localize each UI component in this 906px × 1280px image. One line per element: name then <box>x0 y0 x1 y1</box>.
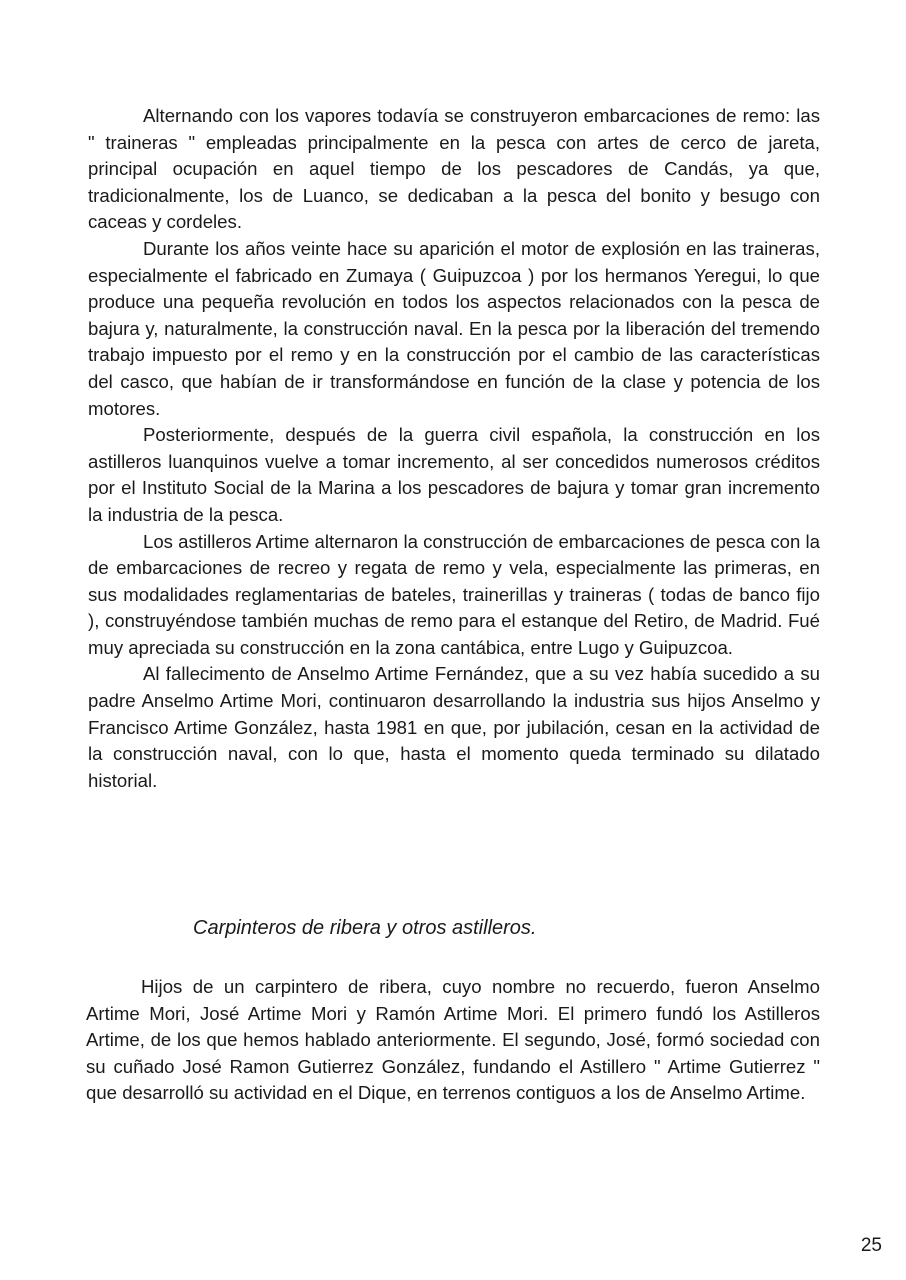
page-number: 25 <box>860 1235 882 1256</box>
paragraph: Hijos de un carpintero de ribera, cuyo nombre no recuerdo, fueron Anselmo Artime Mori, José Artime Mori y Ramón Artime Mori. El primero fundó los Astilleros Artime, de los que hemos hablado anteriormente. El segundo, José, formó sociedad con su cuñado José Ramon Gutierrez González, fundando el Astillero " Artime Gutierrez " que desarrolló su actividad en el Dique, en terrenos contiguos a los de Anselmo Artime. <box>86 976 820 1104</box>
paragraph: Durante los años veinte hace su aparición el motor de explosión en las traineras, especialmente el fabricado en Zumaya ( Guipuzcoa ) por los hermanos Yeregui, lo que produce una pequeña revolución en todos los aspectos relacionados con la pesca de bajura y, naturalmente, la construcción naval. En la pesca por la liberación del tremendo trabajo impuesto por el remo y en la construcción por el cambio de las características del casco, que habían de ir transformándose en función de la clase y potencia de los motores. <box>88 237 820 419</box>
paragraph: Al fallecimento de Anselmo Artime Fernández, que a su vez había sucedido a su padre Anselmo Artime Mori, continuaron desarrollando la industria sus hijos Anselmo y Francisco Artime González, hasta 1981 en que, por jubilación, cesan en la actividad de la construcción naval, con lo que, hasta el momento queda terminado su dilatado historial. <box>88 663 820 791</box>
paragraph: Alternando con los vapores todavía se construyeron embarcaciones de remo: las " traineras " empleadas principalmente en la pesca con artes de cerco de jareta, principal ocupación en aquel tiempo de los pescadores de Candás, ya que, tradicionalmente, los de Luanco, se dedicaban a la pesca del bonito y besugo con caceas y cordeles. <box>88 105 820 233</box>
paragraph: Posteriormente, después de la guerra civil española, la construcción en los astilleros luanquinos vuelve a tomar incremento, al ser concedidos numerosos créditos por el Instituto Social de la Marina a los pescadores de bajura y tomar gran incremento la industria de la pesca. <box>88 424 820 525</box>
section-heading: Carpinteros de ribera y otros astilleros. <box>193 917 537 939</box>
body-text <box>88 103 820 794</box>
paragraph: Los astilleros Artime alternaron la construcción de embarcaciones de pesca con la de embarcaciones de recreo y regata de remo y vela, especialmente las primeras, en sus modalidades reglamentarias de bateles, trainerillas y traineras ( todas de banco fijo ), construyéndose también muchas de remo para el estanque del Retiro, de Madrid. Fué muy apreciada su construcción en la zona cantábica, entre Lugo y Guipuzcoa. <box>88 530 820 658</box>
section-text <box>86 974 820 1107</box>
